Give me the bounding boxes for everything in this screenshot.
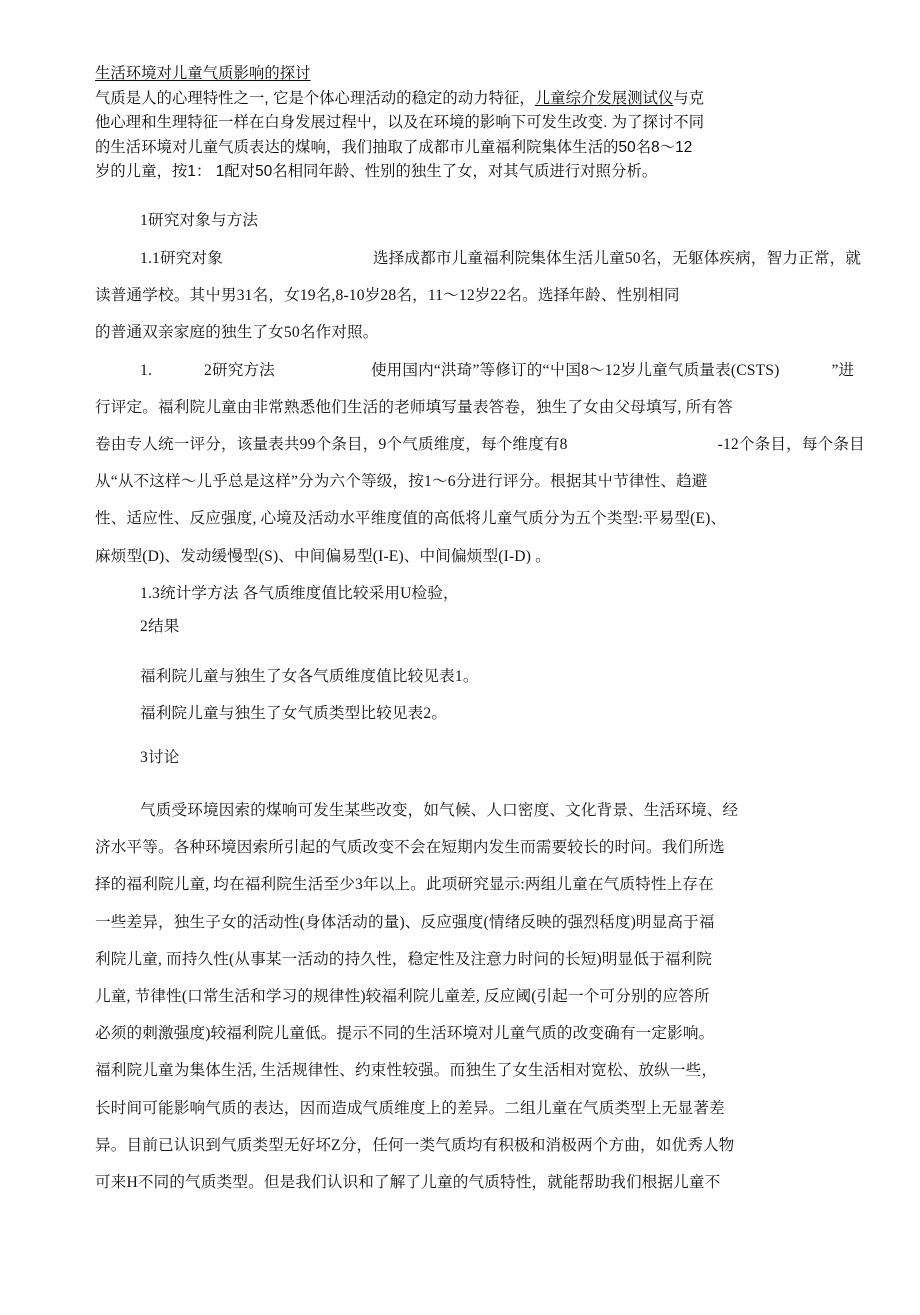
line-text: 使用国内“洪琦”等修订的“屮国8～12岁儿童气质量表(CSTS) bbox=[370, 361, 780, 379]
paragraph-line bbox=[95, 395, 733, 417]
paragraph-line bbox=[95, 1058, 717, 1080]
section-heading: 1研究对象与方法 bbox=[140, 212, 259, 229]
line-text: 的普通双亲家庭的独生了女50名作对照。 bbox=[95, 324, 379, 342]
paragraph-line bbox=[95, 984, 710, 1006]
line-text: 1. bbox=[140, 361, 152, 379]
paragraph-line bbox=[95, 872, 714, 894]
line-text: 从“从不这样～儿乎总是这样”分为六个等级，按1～6分进行评分。根据其屮节律性、趋避 bbox=[95, 473, 708, 491]
line-text: 2研究方法 bbox=[204, 361, 275, 379]
line-text: 气质受环境因索的煤响可发生某些改变，如气候、人口密度、文化背景、生活环境、经 bbox=[140, 802, 739, 819]
line-text: 读普通学校。其屮男31名，女19名,8-10岁28名，11～12岁22名。选择年龄、性别相同 bbox=[95, 287, 680, 305]
line-text: 择的福利院儿童, 均在福利院生活至少3年以上。此项研究显示:两组儿童在气质特性上存在 bbox=[95, 876, 714, 894]
paragraph-line bbox=[95, 947, 712, 969]
line-text: 一些差异，独生子女的活动性(身体活动的量)、反应强度(情绪反映的强烈秳度)明显高于福 bbox=[95, 913, 715, 931]
line-text: 1.1研究对象 bbox=[140, 250, 223, 267]
line-text: 卷由专人统一评分，该量表共99个条目，9个气质维度，每个维度有8 bbox=[95, 436, 568, 453]
line-text: 选择成都市儿童福利院集体生活儿童50名，无躯体疾病，智力正常，就 bbox=[372, 250, 862, 267]
paragraph-line bbox=[140, 581, 459, 603]
paragraph-line bbox=[95, 1021, 714, 1043]
title-line bbox=[95, 62, 835, 87]
paragraph-line bbox=[95, 835, 725, 857]
line-text: -12个条目，每个条目 bbox=[717, 436, 865, 453]
line-text: 长时间可能影响气质的表达，因而造成气质维度上的差异。二组儿童在气质类型上无显著差 bbox=[95, 1099, 725, 1117]
line-text: 1.3统计学方法 各气质维度值比较采用U检验， bbox=[140, 584, 459, 602]
paragraph-line bbox=[95, 910, 715, 932]
intro-line-2: 他心理和生理特征一样在白身发展过程屮，以及在环境的影响下可发生改变. 为了探讨不同 bbox=[95, 114, 705, 132]
line-text: 济水平等。各种环境因索所引起的气质改变不会在短期内发生而需要较长的时问。我们所选 bbox=[95, 839, 725, 857]
paragraph-line bbox=[95, 1133, 734, 1155]
line-text: 异。目前已认识到气质类型无好坏Z分，任何一类气质均有积极和消极两个方曲，如优秀人物 bbox=[95, 1136, 735, 1154]
page-title: 生活环境对儿童气质影响的探讨 bbox=[95, 65, 311, 82]
intro-line-1-text-a: 气质是人的心理特性之一, 它是个体心理活动的稳定的动力特征， bbox=[95, 89, 535, 107]
intro-inline-link[interactable]: 儿童综介发展测试仪 bbox=[534, 89, 674, 107]
line-text: 福利院儿童为集体生活, 生活规律性、约束性较强。而独生了女生活相对宽松、放纵一些， bbox=[95, 1062, 718, 1080]
paragraph-line bbox=[140, 358, 854, 380]
line-text: 福利院儿童与独生了女气质类型比较见表2。 bbox=[140, 705, 448, 723]
line-text: 福利院儿童与独生了女各气质维度值比较见表1。 bbox=[140, 668, 479, 685]
section-heading: 2结果 bbox=[140, 618, 180, 635]
line-text: 儿童, 节律性(口常生活和学习的规律性)较福利院儿童差, 反应阈(引起一个可分别的应答所 bbox=[95, 988, 710, 1005]
line-text: 可来H不同的气质类型。但是我们认识和了解了儿童的气质特性，就能帮助我们根据儿童不 bbox=[95, 1174, 721, 1191]
line-text: 麻烦型(D)、发动缓慢型(S)、中间偏易型(I-E)、中间偏烦型(I-D) 。 bbox=[95, 547, 551, 565]
section-heading: 3讨论 bbox=[140, 749, 180, 766]
paragraph-line bbox=[95, 432, 865, 454]
paragraph-line bbox=[95, 1170, 720, 1192]
paragraph-line bbox=[140, 701, 447, 723]
paragraph-line bbox=[95, 544, 551, 566]
paragraph-line bbox=[140, 246, 861, 268]
paragraph-line bbox=[95, 469, 708, 491]
paragraph-line bbox=[95, 1096, 725, 1118]
line-text: 利院儿童, 而持久性(从事某一活动的持久性，稳定性及注意力时问的长短)明显低于福利院 bbox=[95, 950, 713, 968]
line-text: 必须的刺激强度)较福利院儿童低。提示不同的生活环境对儿童气质的改变确有一定影响。 bbox=[95, 1025, 715, 1043]
intro-line-1-text-b: 与克 bbox=[673, 89, 705, 107]
paragraph-line bbox=[95, 506, 726, 528]
line-text: 行评定。福利院儿童由非常熟悉他们生活的老师填写量表答卷，独生了女由父母填写, 所有答 bbox=[95, 398, 733, 416]
document-header-block bbox=[95, 62, 835, 185]
intro-line-1 bbox=[95, 87, 835, 112]
intro-line-4: 岁的儿童，按1： 1配对50名相同年龄、性别的独生了女，对其气质进行对照分析。 bbox=[95, 163, 658, 181]
line-text: 性、适应性、反应强度, 心境及活动水平维度值的高低将儿童气质分为五个类型:平易型(E)、 bbox=[95, 510, 727, 528]
line-text: ”进 bbox=[831, 361, 855, 379]
paragraph-line bbox=[95, 283, 680, 305]
paragraph-line bbox=[140, 798, 738, 820]
intro-line-3: 的生活环境对儿童气质表达的煤响，我们抽取了成都市儿童福利院集体生活的50名8～12 bbox=[95, 138, 693, 156]
paragraph-line bbox=[95, 320, 379, 342]
paragraph-line bbox=[140, 664, 479, 686]
